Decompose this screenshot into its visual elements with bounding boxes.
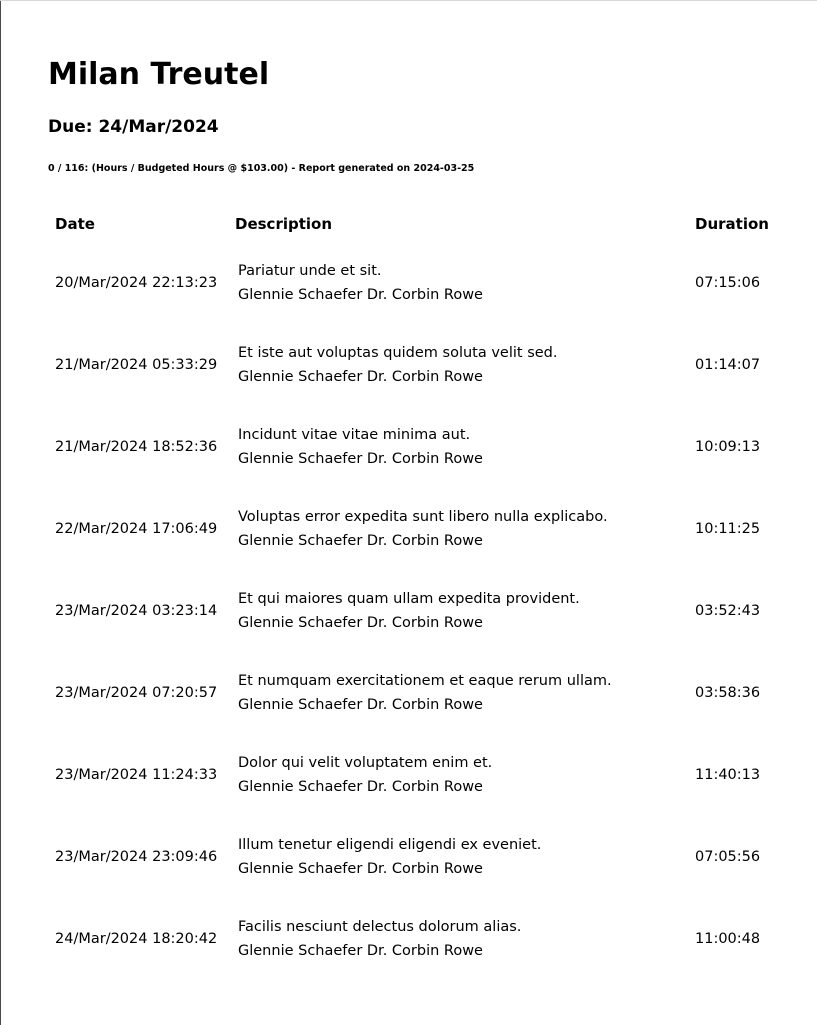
entry-description-cell	[228, 816, 688, 898]
table-row	[48, 242, 778, 324]
entry-duration: 01:14:07	[695, 357, 761, 373]
entry-date: 22/Mar/2024 17:06:49	[55, 521, 218, 537]
table-row	[48, 406, 778, 488]
table-row	[48, 898, 778, 980]
entry-duration: 07:05:56	[695, 849, 761, 865]
entry-duration: 11:00:48	[695, 931, 761, 947]
header-date: Date	[55, 215, 95, 233]
entry-date: 23/Mar/2024 03:23:14	[55, 603, 218, 619]
entry-duration: 07:15:06	[695, 275, 761, 291]
header-description: Description	[235, 215, 333, 233]
entry-people: Glennie Schaefer Dr. Corbin Rowe	[238, 779, 483, 795]
entry-people: Glennie Schaefer Dr. Corbin Rowe	[238, 615, 483, 631]
entry-description-cell	[228, 488, 688, 570]
entry-date: 21/Mar/2024 18:52:36	[55, 439, 218, 455]
entry-description-cell	[228, 406, 688, 488]
entry-date: 20/Mar/2024 22:13:23	[55, 275, 218, 291]
report-title: Milan Treutel	[48, 57, 270, 92]
entry-description: Et numquam exercitationem et eaque rerum ullam.	[238, 673, 612, 689]
entry-date: 23/Mar/2024 11:24:33	[55, 767, 218, 783]
table-body	[48, 242, 778, 980]
due-date: Due: 24/Mar/2024	[48, 117, 219, 137]
table-row	[48, 324, 778, 406]
entry-duration: 10:09:13	[695, 439, 761, 455]
table-header-row	[48, 206, 778, 242]
entry-description: Dolor qui velit voluptatem enim et.	[238, 755, 493, 771]
table-row	[48, 816, 778, 898]
entry-description-cell	[228, 734, 688, 816]
entry-description-cell	[228, 242, 688, 324]
entry-people: Glennie Schaefer Dr. Corbin Rowe	[238, 533, 483, 549]
entry-people: Glennie Schaefer Dr. Corbin Rowe	[238, 697, 483, 713]
entry-duration: 03:58:36	[695, 685, 761, 701]
entry-description: Facilis nesciunt delectus dolorum alias.	[238, 919, 522, 935]
entry-description-cell	[228, 570, 688, 652]
entry-people: Glennie Schaefer Dr. Corbin Rowe	[238, 943, 483, 959]
entry-duration: 11:40:13	[695, 767, 761, 783]
report-summary: 0 / 116: (Hours / Budgeted Hours @ $103.00) - Report generated on 2024-03-25	[48, 163, 475, 174]
entry-description: Incidunt vitae vitae minima aut.	[238, 427, 471, 443]
entry-description-cell	[228, 652, 688, 734]
header-duration: Duration	[695, 215, 769, 233]
table-row	[48, 570, 778, 652]
table-row	[48, 734, 778, 816]
time-entries-table	[48, 206, 778, 980]
entry-people: Glennie Schaefer Dr. Corbin Rowe	[238, 287, 483, 303]
entry-duration: 03:52:43	[695, 603, 761, 619]
entry-description: Et iste aut voluptas quidem soluta velit sed.	[238, 345, 558, 361]
entry-description-cell	[228, 324, 688, 406]
entry-description: Pariatur unde et sit.	[238, 263, 382, 279]
entry-people: Glennie Schaefer Dr. Corbin Rowe	[238, 369, 483, 385]
entry-description: Voluptas error expedita sunt libero nulla explicabo.	[238, 509, 608, 525]
table-row	[48, 488, 778, 570]
entry-date: 23/Mar/2024 23:09:46	[55, 849, 218, 865]
entry-people: Glennie Schaefer Dr. Corbin Rowe	[238, 861, 483, 877]
entry-date: 24/Mar/2024 18:20:42	[55, 931, 218, 947]
entry-description-cell	[228, 898, 688, 980]
entry-description: Illum tenetur eligendi eligendi ex eveniet.	[238, 837, 542, 853]
table-row	[48, 652, 778, 734]
page-top-border	[0, 0, 817, 1]
entry-duration: 10:11:25	[695, 521, 761, 537]
entry-date: 21/Mar/2024 05:33:29	[55, 357, 218, 373]
page-left-border	[0, 0, 1, 1025]
entry-description: Et qui maiores quam ullam expedita provident.	[238, 591, 580, 607]
entry-people: Glennie Schaefer Dr. Corbin Rowe	[238, 451, 483, 467]
entry-date: 23/Mar/2024 07:20:57	[55, 685, 218, 701]
